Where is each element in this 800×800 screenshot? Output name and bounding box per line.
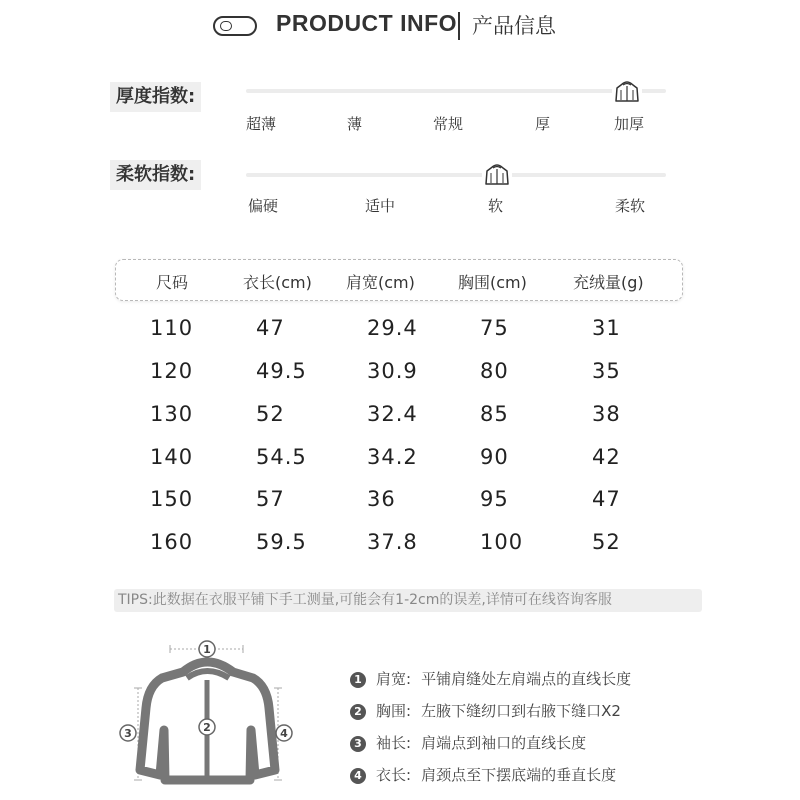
cell-size: 130 <box>150 402 194 426</box>
col-header-length: 衣长(cm) <box>243 273 312 292</box>
jacket-diagram <box>115 630 305 800</box>
legend-desc: 肩颈点至下摆底端的垂直长度 <box>421 766 617 784</box>
legend-term: 肩宽: <box>376 670 412 688</box>
number-badge: 2 <box>350 704 366 720</box>
number-badge: 3 <box>350 736 366 752</box>
cell-shoulder: 29.4 <box>367 316 418 340</box>
cell-down-fill: 42 <box>592 445 621 469</box>
cell-size: 140 <box>150 445 194 469</box>
softness-scale-2: 适中 <box>365 197 396 215</box>
number-badge: 1 <box>350 672 366 688</box>
cell-length: 54.5 <box>256 445 307 469</box>
thickness-scale-2: 薄 <box>347 115 363 133</box>
legend-desc: 肩端点到袖口的直线长度 <box>421 734 587 752</box>
title-divider <box>458 12 460 40</box>
cell-down-fill: 31 <box>592 316 621 340</box>
legend-term: 胸围: <box>376 702 412 720</box>
softness-scale-1: 偏硬 <box>248 197 279 215</box>
cell-shoulder: 32.4 <box>367 402 418 426</box>
header <box>0 8 800 44</box>
svg-text:1: 1 <box>203 643 211 656</box>
thickness-scale-1: 超薄 <box>246 115 277 133</box>
size-table-header <box>115 259 683 301</box>
svg-text:3: 3 <box>124 727 132 740</box>
cell-length: 49.5 <box>256 359 307 383</box>
col-header-chest: 胸围(cm) <box>458 273 527 292</box>
cell-length: 52 <box>256 402 285 426</box>
cell-chest: 80 <box>480 359 509 383</box>
legend-item <box>350 668 631 689</box>
legend-item <box>350 732 586 753</box>
softness-scale-3: 软 <box>488 197 504 215</box>
cell-chest: 85 <box>480 402 509 426</box>
cell-length: 59.5 <box>256 530 307 554</box>
cell-shoulder: 30.9 <box>367 359 418 383</box>
toggle-pill-icon <box>213 16 257 36</box>
thickness-scale-3: 常规 <box>433 115 464 133</box>
cell-down-fill: 52 <box>592 530 621 554</box>
legend-item <box>350 700 621 721</box>
page-title-cn: 产品信息 <box>472 14 556 38</box>
page-title-en: PRODUCT INFO <box>276 10 458 36</box>
jacket-marker-icon <box>612 76 642 106</box>
legend-desc: 左腋下缝纫口到右腋下缝口X2 <box>421 702 621 720</box>
cell-size: 160 <box>150 530 194 554</box>
legend-term: 衣长: <box>376 766 412 784</box>
svg-text:2: 2 <box>203 721 211 734</box>
thickness-scale-4: 厚 <box>535 115 551 133</box>
cell-chest: 90 <box>480 445 509 469</box>
thickness-track <box>246 89 666 93</box>
thickness-scale-5: 加厚 <box>614 115 645 133</box>
softness-scale-4: 柔软 <box>615 197 646 215</box>
cell-shoulder: 37.8 <box>367 530 418 554</box>
softness-label: 柔软指数: <box>110 160 201 190</box>
cell-shoulder: 36 <box>367 487 396 511</box>
legend-item <box>350 764 616 785</box>
tips-note: TIPS:此数据在衣服平铺下手工测量,可能会有1-2cm的误差,详情可在线咨询客服 <box>114 589 702 612</box>
legend-term: 袖长: <box>376 734 412 752</box>
number-badge: 4 <box>350 768 366 784</box>
cell-chest: 95 <box>480 487 509 511</box>
svg-text:4: 4 <box>280 727 288 740</box>
col-header-size: 尺码 <box>156 273 189 292</box>
cell-chest: 100 <box>480 530 524 554</box>
cell-shoulder: 34.2 <box>367 445 418 469</box>
cell-down-fill: 47 <box>592 487 621 511</box>
legend-desc: 平铺肩缝处左肩端点的直线长度 <box>421 670 632 688</box>
cell-down-fill: 35 <box>592 359 621 383</box>
cell-down-fill: 38 <box>592 402 621 426</box>
col-header-down-fill: 充绒量(g) <box>573 273 644 292</box>
thickness-label: 厚度指数: <box>110 82 201 112</box>
jacket-marker-icon <box>482 159 512 189</box>
cell-size: 150 <box>150 487 194 511</box>
cell-size: 110 <box>150 316 194 340</box>
cell-size: 120 <box>150 359 194 383</box>
cell-length: 57 <box>256 487 285 511</box>
cell-chest: 75 <box>480 316 509 340</box>
softness-track <box>246 173 666 177</box>
cell-length: 47 <box>256 316 285 340</box>
col-header-shoulder: 肩宽(cm) <box>346 273 415 292</box>
